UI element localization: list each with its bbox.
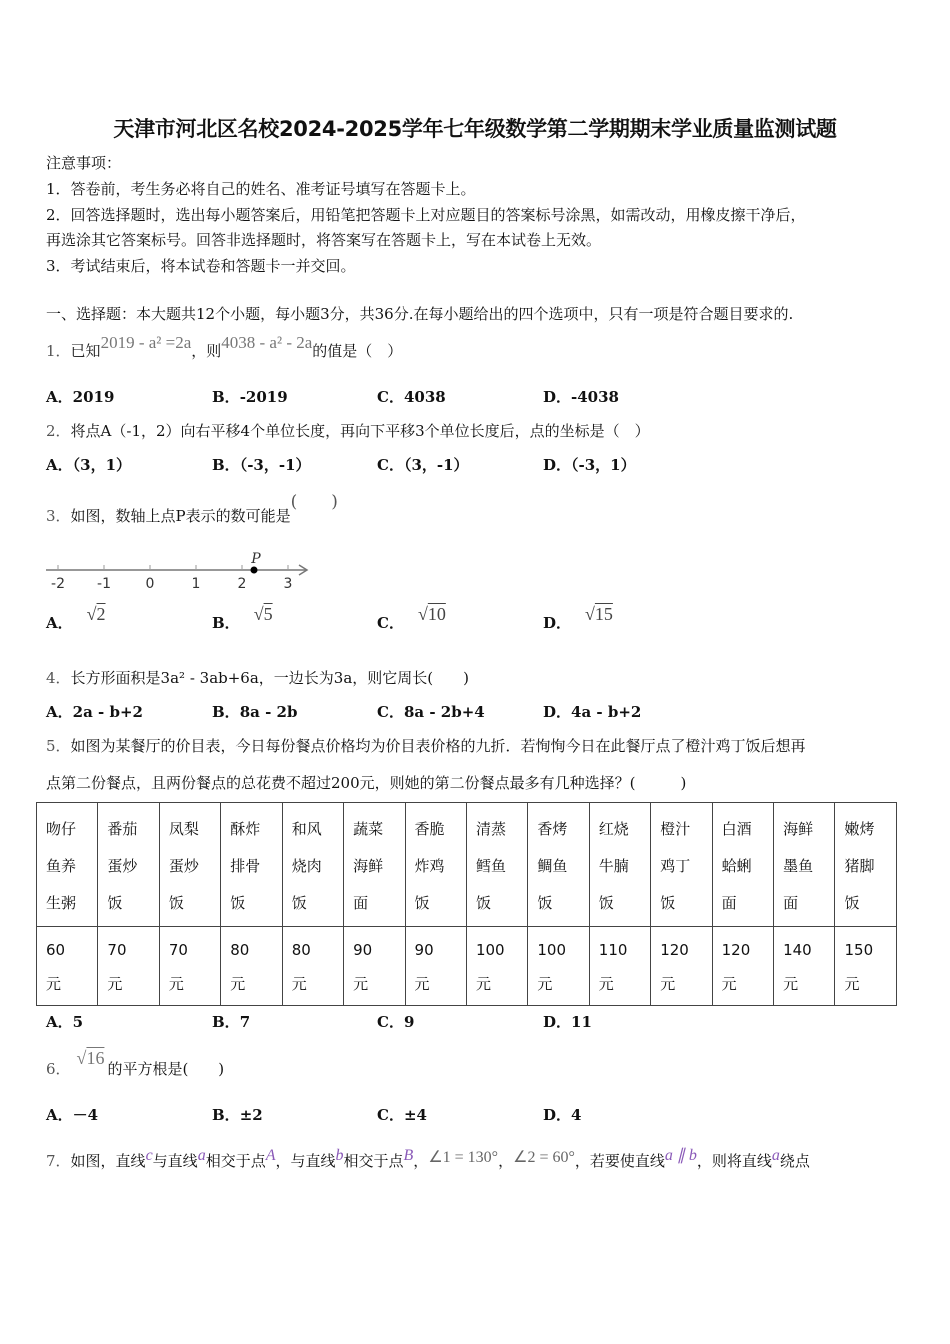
- q4-option-c[interactable]: C．8a - 2b+4: [377, 703, 485, 721]
- table-cell: 蔬菜 海鲜 面: [344, 803, 405, 927]
- point-b-label: B: [403, 1147, 414, 1164]
- q2-option-b[interactable]: B．（-3，-1）: [212, 456, 311, 474]
- q5-option-c[interactable]: C．9: [377, 1013, 415, 1031]
- q1-option-d[interactable]: D．-4038: [543, 388, 619, 406]
- q2-option-a[interactable]: A．（3，1）: [46, 456, 132, 474]
- question-text: 的平方根是( ): [107, 1060, 225, 1078]
- table-cell: 120 元: [712, 927, 773, 1006]
- q6-option-b[interactable]: B．±2: [212, 1106, 263, 1124]
- table-row-prices: [37, 927, 897, 1006]
- line-a-label: a: [197, 1147, 206, 1164]
- table-cell: 80 元: [221, 927, 282, 1006]
- question-7: 7．如图，直线c与直线a相交于点A，与直线b相交于点B，∠1 = 130°，∠2 = 60°，若要使直线a ∥ b，则将直线a绕点: [46, 1147, 810, 1170]
- question-text: ，则: [191, 342, 222, 360]
- q5-option-a[interactable]: A．5: [46, 1013, 84, 1031]
- answer-paren: ( ): [290, 492, 338, 512]
- question-3: [46, 492, 338, 526]
- notice-item-1: 1．答卷前，考生务必将自己的姓名、准考证号填写在答题卡上。: [46, 180, 476, 198]
- line-a-label: a: [771, 1147, 780, 1164]
- tick-label: 0: [145, 576, 155, 592]
- question-text: 如图为某餐厅的价目表，今日每份餐点价格均为价目表价格的九折．若恂恂今日在此餐厅点了橙汁鸡丁饭后想再: [70, 737, 806, 755]
- tick-label: -1: [97, 576, 111, 592]
- table-cell: 和风 烧肉 饭: [282, 803, 343, 927]
- table-cell: 酥炸 排骨 饭: [221, 803, 282, 927]
- q5-option-b[interactable]: B．7: [212, 1013, 251, 1031]
- q3-option-a[interactable]: A． √2: [46, 604, 106, 632]
- question-6: [46, 1048, 225, 1079]
- question-1: [46, 333, 403, 361]
- line-b-label: b: [335, 1147, 344, 1164]
- sqrt-expression: √16: [76, 1048, 105, 1068]
- table-cell: 番茄 蛋炒 饭: [98, 803, 159, 927]
- angle-2: ∠2 = 60°: [513, 1149, 575, 1166]
- table-cell: 60 元: [37, 927, 98, 1006]
- notice-item-2: 2．回答选择题时，选出每小题答案后，用铅笔把答题卡上对应题目的答案标号涂黑，如需改动，用橡皮擦干净后，: [46, 206, 806, 224]
- table-row-dish-names: [37, 803, 897, 927]
- table-cell: 凤梨 蛋炒 饭: [159, 803, 220, 927]
- question-number: 2．: [46, 422, 71, 440]
- q3-option-c[interactable]: C． √10: [377, 604, 446, 632]
- table-cell: 90 元: [405, 927, 466, 1006]
- point-p: [251, 567, 258, 574]
- table-cell: 80 元: [282, 927, 343, 1006]
- question-5-cont: 点第二份餐点，且两份餐点的总花费不超过200元，则她的第二份餐点最多有几种选择？( ): [46, 774, 687, 792]
- q5-option-d[interactable]: D．11: [543, 1013, 592, 1031]
- table-cell: 嫩烤 猪脚 饭: [835, 803, 897, 927]
- notice-item-3: 3．考试结束后，将本试卷和答题卡一并交回。: [46, 257, 356, 275]
- question-text: 已知: [70, 342, 101, 360]
- question-text: 长方形面积是3a² - 3ab+6a，一边长为3a，则它周长( ): [70, 669, 469, 687]
- q1-option-b[interactable]: B．-2019: [212, 388, 288, 406]
- table-cell: 150 元: [835, 927, 897, 1006]
- parallel-expression: a ∥ b: [664, 1147, 697, 1164]
- section-heading: 一、选择题：本大题共12个小题，每小题3分，共36分.在每小题给出的四个选项中，只有一项是符合题目要求的.: [46, 305, 794, 323]
- q6-option-d[interactable]: D．4: [543, 1106, 582, 1124]
- q4-option-a[interactable]: A．2a - b+2: [46, 703, 143, 721]
- tick-label: 3: [283, 576, 293, 592]
- table-cell: 白酒 蛤蜊 面: [712, 803, 773, 927]
- notice-item-2-cont: 再选涂其它答案标号。回答非选择题时，将答案写在答题卡上，写在本试卷上无效。: [46, 231, 602, 249]
- table-cell: 橙汁 鸡丁 饭: [651, 803, 712, 927]
- table-cell: 吻仔 鱼养 生粥: [37, 803, 98, 927]
- q3-option-d[interactable]: D． √15: [543, 604, 613, 632]
- table-cell: 70 元: [98, 927, 159, 1006]
- table-cell: 110 元: [589, 927, 650, 1006]
- question-2: [46, 420, 650, 441]
- page-title: 天津市河北区名校2024-2025学年七年级数学第二学期期末学业质量监测试题: [113, 117, 837, 141]
- number-line-figure: [44, 548, 314, 593]
- question-number: 1．: [46, 342, 71, 360]
- table-cell: 海鲜 墨鱼 面: [774, 803, 835, 927]
- q4-option-b[interactable]: B．8a - 2b: [212, 703, 298, 721]
- angle-1: ∠1 = 130°: [428, 1149, 499, 1166]
- table-cell: 100 元: [466, 927, 527, 1006]
- question-text: 如图，数轴上点P表示的数可能是: [70, 507, 291, 525]
- q6-option-c[interactable]: C．±4: [377, 1106, 427, 1124]
- question-number: 4．: [46, 669, 71, 687]
- question-5: [46, 735, 806, 756]
- point-p-label: P: [251, 551, 261, 567]
- table-cell: 140 元: [774, 927, 835, 1006]
- table-cell: 香烤 鲷鱼 饭: [528, 803, 589, 927]
- question-4: [46, 667, 469, 688]
- tick-label: 1: [191, 576, 201, 592]
- price-table: [36, 802, 897, 1006]
- table-cell: 香脆 炸鸡 饭: [405, 803, 466, 927]
- q6-option-a[interactable]: A．－4: [46, 1106, 99, 1124]
- question-number: 7．: [46, 1152, 71, 1170]
- q3-option-b[interactable]: B． √5: [212, 604, 273, 632]
- table-cell: 100 元: [528, 927, 589, 1006]
- table-cell: 70 元: [159, 927, 220, 1006]
- point-a-label: A: [265, 1147, 276, 1164]
- question-text: 将点A（-1，2）向右平移4个单位长度，再向下平移3个单位长度后，点的坐标是（ ）: [70, 422, 650, 440]
- q2-option-d[interactable]: D．（-3，1）: [543, 456, 636, 474]
- q1-option-c[interactable]: C．4038: [377, 388, 446, 406]
- table-cell: 红烧 牛腩 饭: [589, 803, 650, 927]
- question-number: 5．: [46, 737, 71, 755]
- table-cell: 90 元: [344, 927, 405, 1006]
- tick-label: -2: [51, 576, 65, 592]
- question-number: 3．: [46, 507, 71, 525]
- question-number: 6．: [46, 1060, 71, 1078]
- q1-option-a[interactable]: A．2019: [46, 388, 115, 406]
- q4-option-d[interactable]: D．4a - b+2: [543, 703, 642, 721]
- q2-option-c[interactable]: C．（3，-1）: [377, 456, 469, 474]
- table-cell: 清蒸 鳕鱼 饭: [466, 803, 527, 927]
- question-text: 的值是（ ）: [312, 342, 403, 360]
- notice-heading: 注意事项：: [46, 154, 122, 172]
- table-cell: 120 元: [651, 927, 712, 1006]
- line-c-label: c: [145, 1147, 153, 1164]
- equation: 2019 - a² =2a: [100, 333, 192, 352]
- tick-label: 2: [237, 576, 247, 592]
- expression: 4038 - a² - 2a: [221, 333, 313, 352]
